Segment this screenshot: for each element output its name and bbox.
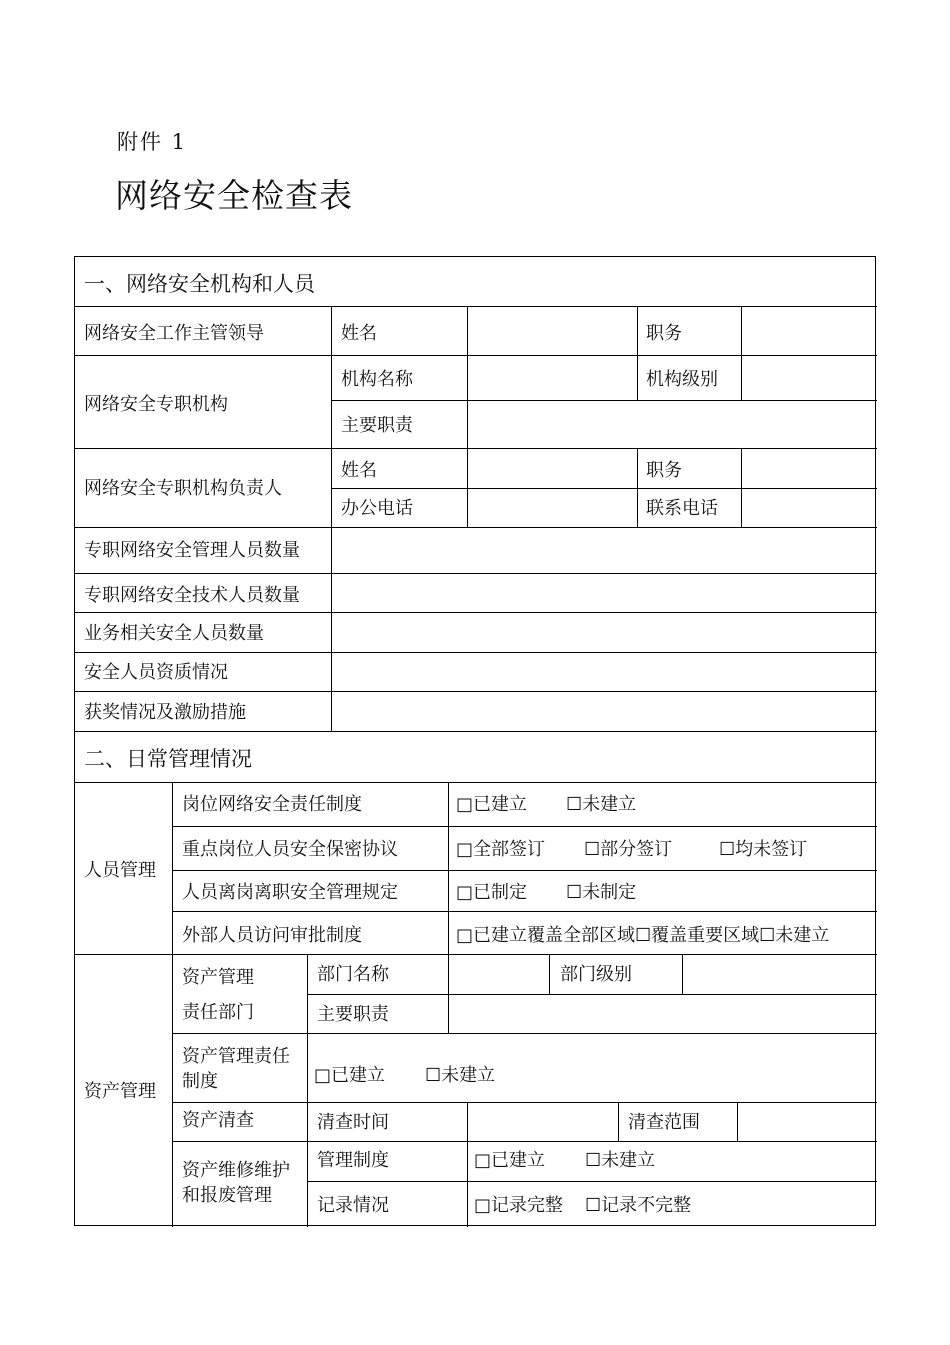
option-not-formulated[interactable]: ☐未制定 <box>566 882 637 903</box>
option-record-incomplete[interactable]: ☐记录不完整 <box>585 1195 692 1216</box>
head-post-label: 职务 <box>646 460 682 481</box>
option-not-established[interactable]: ☐未建立 <box>425 1065 496 1086</box>
option-partly-signed[interactable]: ☐部分签订 <box>584 839 673 860</box>
maint-policy-label: 管理制度 <box>317 1150 389 1171</box>
inventory-time-label: 清查时间 <box>317 1112 389 1133</box>
option-none-signed[interactable]: ☐均未签订 <box>719 839 808 860</box>
count-row-label: 安全人员资质情况 <box>84 662 228 683</box>
count-row-label: 获奖情况及激励措施 <box>84 702 246 723</box>
leader-label: 网络安全工作主管领导 <box>84 323 264 344</box>
personnel-label: 人员管理 <box>84 860 156 881</box>
option-established[interactable]: □已建立 <box>474 1150 546 1171</box>
dept-level-label: 部门级别 <box>560 964 632 985</box>
inventory-label: 资产清查 <box>182 1110 254 1131</box>
option-established[interactable]: □已建立 <box>456 794 528 815</box>
personnel-item: 人员离岗离职安全管理规定 <box>182 882 398 903</box>
assets-label: 资产管理 <box>84 1081 156 1102</box>
asset-policy-label: 资产管理责任制度 <box>182 1046 290 1092</box>
personnel-item: 岗位网络安全责任制度 <box>182 794 362 815</box>
option-not-established[interactable]: ☐未建立 <box>566 794 637 815</box>
head-name-label: 姓名 <box>341 460 377 481</box>
option-formulated[interactable]: □已制定 <box>456 882 528 903</box>
asset-dept-label: 责任部门 <box>182 1002 254 1023</box>
document-title: 网络安全检查表 <box>115 176 353 215</box>
asset-dept-label: 资产管理 <box>182 967 254 988</box>
option-record-complete[interactable]: □记录完整 <box>474 1195 564 1216</box>
option-not-established[interactable]: ☐未建立 <box>585 1150 656 1171</box>
org-level-label: 机构级别 <box>646 369 718 390</box>
inventory-scope-label: 清查范围 <box>628 1112 700 1133</box>
org-duty-label: 主要职责 <box>341 415 413 436</box>
record-label: 记录情况 <box>317 1195 389 1216</box>
section2-heading: 二、日常管理情况 <box>84 747 252 771</box>
security-check-form <box>74 256 876 1226</box>
dept-name-label: 部门名称 <box>317 964 389 985</box>
contact-phone-label: 联系电话 <box>646 498 718 519</box>
attachment-label: 附件 1 <box>117 130 188 154</box>
option-visitor-approval[interactable]: □已建立覆盖全部区域☐覆盖重要区域☐未建立 <box>456 925 830 946</box>
option-all-signed[interactable]: □全部签订 <box>456 839 546 860</box>
section1-heading: 一、网络安全机构和人员 <box>84 272 315 296</box>
count-row-label: 专职网络安全管理人员数量 <box>84 540 300 561</box>
dept-duty-label: 主要职责 <box>317 1004 389 1025</box>
org-name-label: 机构名称 <box>341 369 413 390</box>
personnel-item: 外部人员访问审批制度 <box>182 925 362 946</box>
option-established[interactable]: □已建立 <box>314 1065 386 1086</box>
count-row-label: 专职网络安全技术人员数量 <box>84 585 300 606</box>
leader-name-label: 姓名 <box>341 323 377 344</box>
personnel-item: 重点岗位人员安全保密协议 <box>182 839 398 860</box>
leader-post-label: 职务 <box>646 323 682 344</box>
head-label: 网络安全专职机构负责人 <box>84 478 282 499</box>
count-row-label: 业务相关安全人员数量 <box>84 623 264 644</box>
maintenance-label: 资产维修维护和报废管理 <box>182 1160 290 1206</box>
org-label: 网络安全专职机构 <box>84 394 228 415</box>
office-phone-label: 办公电话 <box>341 498 413 519</box>
